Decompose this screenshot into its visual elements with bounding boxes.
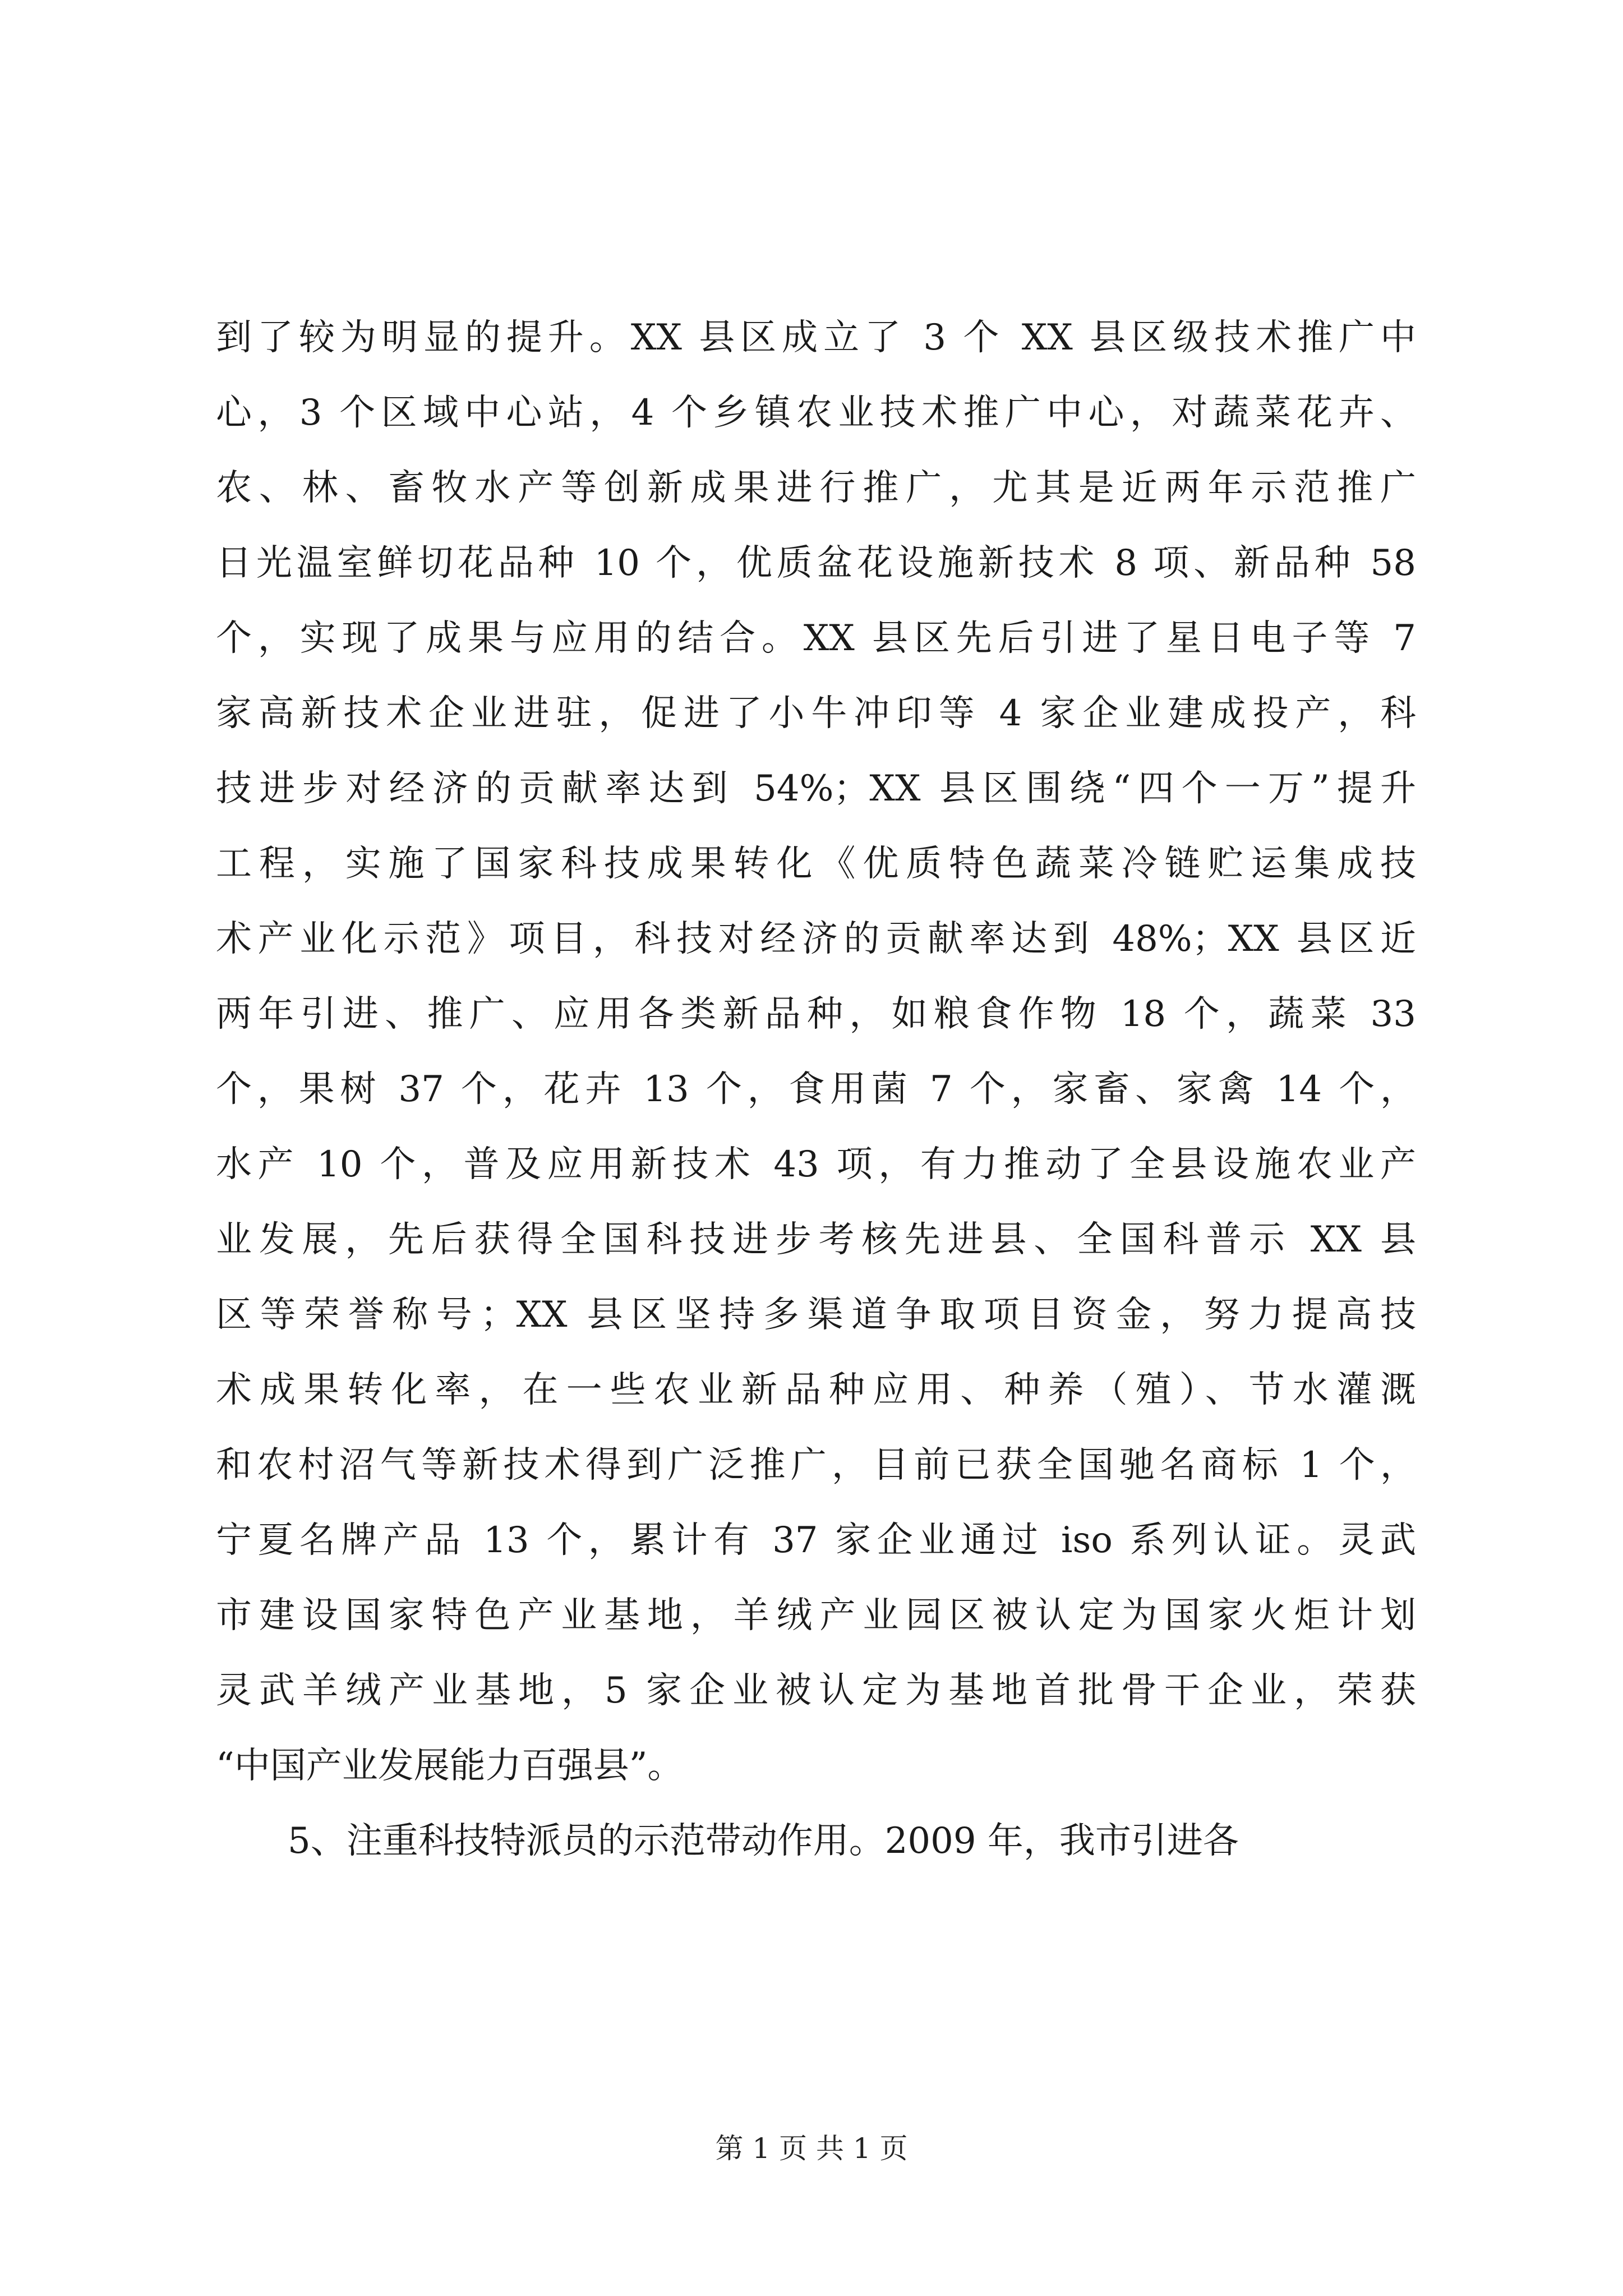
text-line: 术产业化示范》项目，科技对经济的贡献率达到 48%；XX 县区近	[216, 918, 1416, 960]
text-line: 两年引进、推广、应用各类新品种，如粮食作物 18 个，蔬菜 33	[216, 993, 1416, 1035]
text-line: 市建设国家特色产业基地，羊绒产业园区被认定为国家火炬计划	[216, 1595, 1416, 1636]
text-line: 家高新技术企业进驻，促进了小牛冲印等 4 家企业建成投产，科	[216, 693, 1416, 734]
text-line: 日光温室鲜切花品种 10 个，优质盆花设施新技术 8 项、新品种 58	[216, 542, 1416, 584]
text-line: 水产 10 个，普及应用新技术 43 项，有力推动了全县设施农业产	[216, 1144, 1416, 1185]
text-line: 到了较为明显的提升。XX 县区成立了 3 个 XX 县区级技术推广中	[216, 317, 1416, 358]
text-line: 个，实现了成果与应用的结合。XX 县区先后引进了星日电子等 7	[216, 618, 1416, 659]
text-line: 业发展，先后获得全国科技进步考核先进县、全国科普示 XX 县	[216, 1219, 1416, 1260]
text-line: “中国产业发展能力百强县”。	[216, 1745, 684, 1787]
text-line: 农、林、畜牧水产等创新成果进行推广，尤其是近两年示范推广	[216, 467, 1416, 509]
page-number-footer: 第 1 页 共 1 页	[715, 2132, 908, 2165]
text-line: 心，3 个区域中心站，4 个乡镇农业技术推广中心，对蔬菜花卉、	[216, 392, 1416, 434]
document-body	[216, 300, 1416, 1879]
text-line: 宁夏名牌产品 13 个，累计有 37 家企业通过 iso 系列认证。灵武	[216, 1520, 1416, 1561]
text-line: 个，果树 37 个，花卉 13 个，食用菌 7 个，家畜、家禽 14 个，	[216, 1069, 1416, 1110]
text-line: 灵武羊绒产业基地，5 家企业被认定为基地首批骨干企业，荣获	[216, 1670, 1416, 1711]
text-line: 术成果转化率，在一些农业新品种应用、种养（殖）、节水灌溉	[216, 1369, 1416, 1411]
text-line: 工程，实施了国家科技成果转化《优质特色蔬菜冷链贮运集成技	[216, 843, 1416, 885]
text-line: 区等荣誉称号；XX 县区坚持多渠道争取项目资金，努力提高技	[216, 1294, 1416, 1336]
text-line: 技进步对经济的贡献率达到 54%；XX 县区围绕“四个一万”提升	[216, 768, 1416, 809]
text-line: 和农村沼气等新技术得到广泛推广，目前已获全国驰名商标 1 个，	[216, 1444, 1416, 1486]
text-line: 5、注重科技特派员的示范带动作用。2009 年，我市引进各	[288, 1820, 1239, 1862]
